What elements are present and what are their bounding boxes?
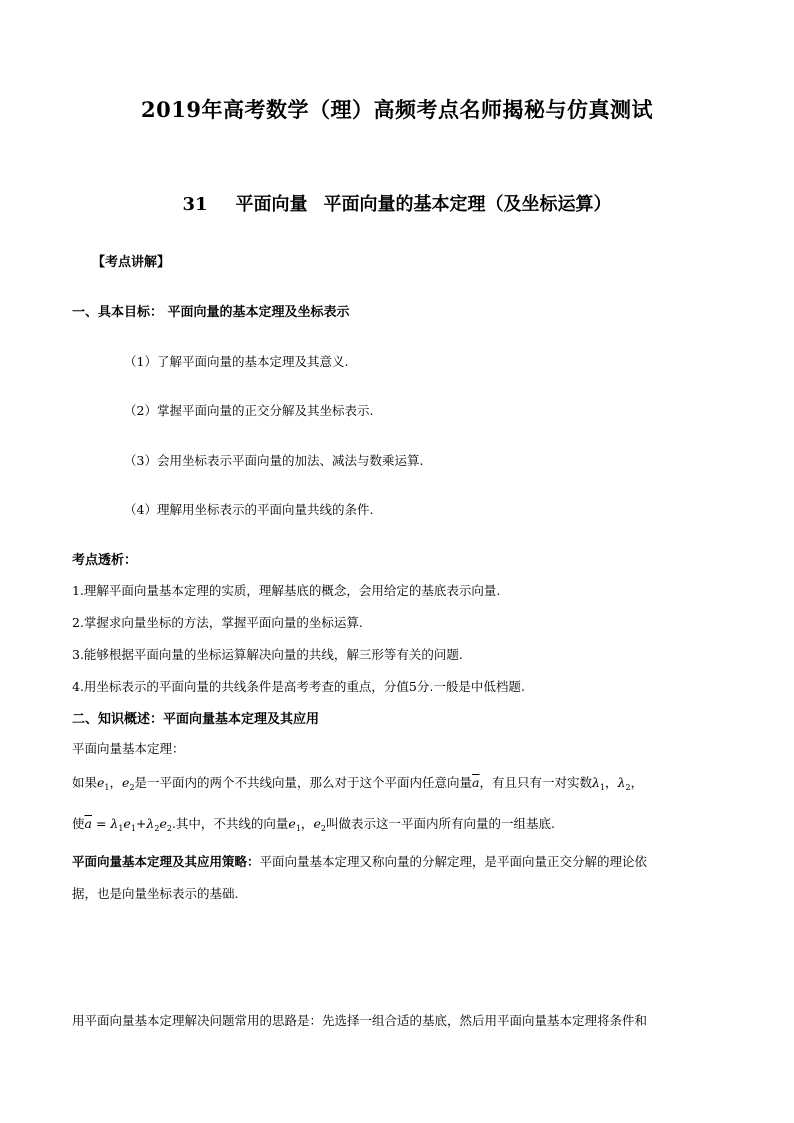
objective-item: （1）了解平面向量的基本定理及其意义. — [124, 354, 349, 369]
objective-item: （4）理解用坐标表示的平面向量共线的条件. — [124, 502, 374, 517]
lambda-2: $\lambda_2$ — [617, 775, 631, 792]
subtitle-part1: 平面向量 — [235, 194, 308, 215]
subtitle-number: 31 — [182, 194, 208, 215]
vector-e2: $e_2$ — [122, 775, 135, 792]
strategy-line-2: 据，也是向量坐标表示的基础. — [72, 886, 239, 901]
objective-item: （2）掌握平面向量的正交分解及其坐标表示. — [124, 403, 374, 418]
analysis-item: 2.掌握求向量坐标的方法，掌握平面向量的坐标运算. — [72, 615, 363, 630]
lambda1-e1: $\lambda_1e_1$ — [110, 816, 136, 833]
analysis-header: 考点透析： — [72, 553, 138, 568]
section1-title: 一、具本目标： 平面向量的基本定理及坐标表示 — [72, 305, 350, 320]
analysis-item: 1.理解平面向量基本定理的实质，理解基底的概念，会用给定的基底表示向量. — [72, 583, 501, 598]
final-paragraph-line: 用平面向量基本定理解决问题常用的思路是：先选择一组合适的基底，然后用平面向量基本定理将条件和 — [72, 1013, 648, 1028]
section2-title: 二、知识概述：平面向量基本定理及其应用 — [72, 712, 320, 727]
document-title: 2019年高考数学（理）高频考点名师揭秘与仿真测试 — [141, 97, 653, 122]
vector-e1: $e_1$ — [97, 775, 110, 792]
vector-e2: $e_2$ — [313, 816, 326, 833]
kaodian-header: 【考点讲解】 — [92, 255, 171, 270]
subtitle-part2: 平面向量的基本定理（及坐标运算） — [323, 194, 612, 215]
vector-a: $\overline{a}$ — [472, 775, 480, 790]
strategy-label: 平面向量基本定理及其应用策略： — [72, 854, 260, 869]
vector-a: $\overline{a}$ — [84, 816, 92, 831]
vector-e1: $e_1$ — [288, 816, 301, 833]
lambda-1: $\lambda_1$ — [592, 775, 606, 792]
theorem-line-1: 如果$e_1$，$e_2$是一平面内的两个不共线向量，那么对于这个平面内任意向量$\overline{a}$，有且只有一对实数$\lambda_1$，$\lambda_2$， — [72, 775, 644, 792]
theorem-line-2: 使$\overline{a} = \lambda_1e_1+\lambda_2e_2$.其中，不共线的向量$e_1$，$e_2$叫做表示这一平面内所有向量的一组基底. — [72, 816, 555, 833]
theorem-label: 平面向量基本定理： — [72, 741, 185, 756]
section-subtitle — [0, 190, 794, 216]
strategy-line-1: 平面向量基本定理及其应用策略：平面向量基本定理又称向量的分解定理，是平面向量正交分解的理论依 — [72, 854, 648, 869]
analysis-item: 4.用坐标表示的平面向量的共线条件是高考考查的重点，分值5分.一般是中低档题. — [72, 679, 525, 694]
lambda2-e2: $\lambda_2e_2$ — [146, 816, 172, 833]
objective-item: （3）会用坐标表示平面向量的加法、减法与数乘运算. — [124, 453, 424, 468]
analysis-item: 3.能够根据平面向量的坐标运算解决向量的共线，解三形等有关的问题. — [72, 647, 463, 662]
